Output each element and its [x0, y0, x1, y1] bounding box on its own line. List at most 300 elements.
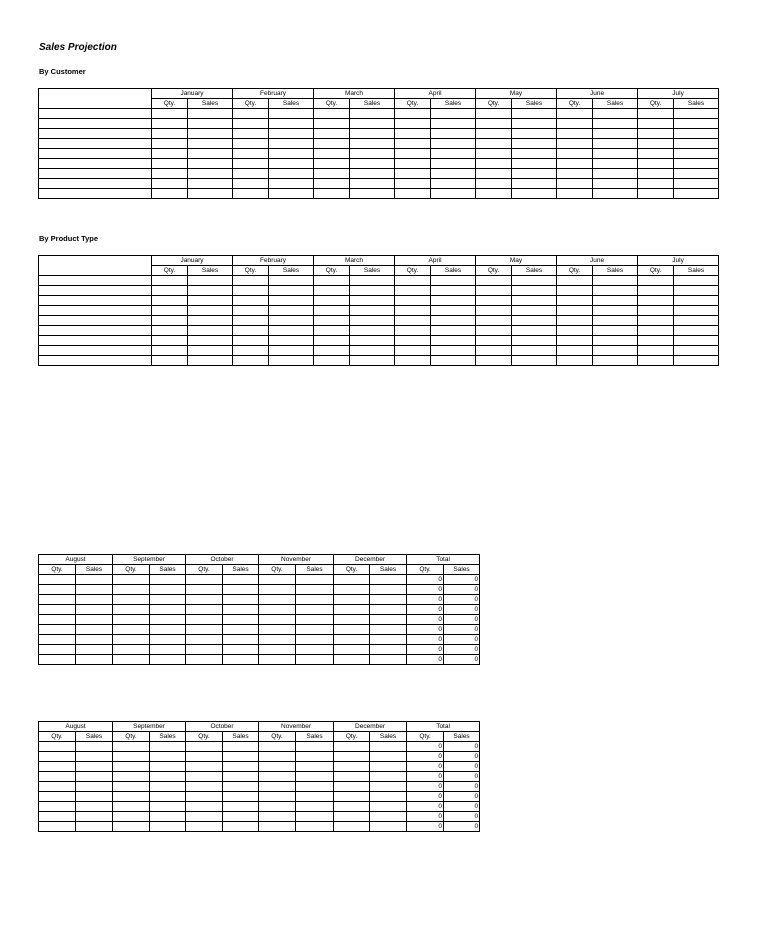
sales-cell[interactable]	[674, 159, 719, 169]
sales-cell[interactable]	[512, 286, 557, 296]
row-label-cell[interactable]	[39, 179, 152, 189]
qty-cell[interactable]	[395, 129, 431, 139]
sales-cell[interactable]	[431, 119, 476, 129]
sales-cell[interactable]	[350, 346, 395, 356]
qty-cell[interactable]	[259, 792, 296, 802]
qty-cell[interactable]	[395, 159, 431, 169]
sales-cell[interactable]	[269, 306, 314, 316]
qty-cell[interactable]	[233, 149, 269, 159]
qty-cell[interactable]	[39, 742, 76, 752]
sales-cell[interactable]	[370, 752, 407, 762]
sales-cell[interactable]	[223, 635, 259, 645]
sales-cell[interactable]	[223, 812, 259, 822]
sales-cell[interactable]	[269, 169, 314, 179]
qty-cell[interactable]	[113, 655, 150, 665]
sales-cell[interactable]	[296, 792, 334, 802]
sales-cell[interactable]	[76, 605, 113, 615]
qty-cell[interactable]	[113, 635, 150, 645]
sales-cell[interactable]	[512, 119, 557, 129]
qty-cell[interactable]	[314, 336, 350, 346]
row-label-cell[interactable]	[39, 316, 152, 326]
qty-cell[interactable]	[113, 585, 150, 595]
sales-cell[interactable]	[150, 605, 186, 615]
qty-cell[interactable]	[152, 119, 188, 129]
qty-cell[interactable]	[113, 752, 150, 762]
sales-cell[interactable]	[350, 129, 395, 139]
sales-cell[interactable]	[269, 119, 314, 129]
sales-cell[interactable]	[593, 326, 638, 336]
qty-cell[interactable]	[395, 179, 431, 189]
sales-cell[interactable]	[370, 625, 407, 635]
sales-cell[interactable]	[674, 189, 719, 199]
sales-cell[interactable]	[674, 149, 719, 159]
qty-cell[interactable]	[314, 316, 350, 326]
qty-cell[interactable]	[152, 286, 188, 296]
sales-cell[interactable]	[223, 792, 259, 802]
sales-cell[interactable]	[296, 812, 334, 822]
sales-cell[interactable]	[593, 169, 638, 179]
sales-cell[interactable]	[431, 286, 476, 296]
sales-cell[interactable]	[296, 742, 334, 752]
qty-cell[interactable]	[395, 189, 431, 199]
qty-cell[interactable]	[334, 772, 370, 782]
qty-cell[interactable]	[557, 306, 593, 316]
qty-cell[interactable]	[152, 276, 188, 286]
qty-cell[interactable]	[259, 615, 296, 625]
qty-cell[interactable]	[259, 605, 296, 615]
qty-cell[interactable]	[186, 575, 223, 585]
sales-cell[interactable]	[188, 149, 233, 159]
sales-cell[interactable]	[150, 575, 186, 585]
sales-cell[interactable]	[76, 635, 113, 645]
sales-cell[interactable]	[296, 645, 334, 655]
qty-cell[interactable]	[557, 276, 593, 286]
sales-cell[interactable]	[674, 129, 719, 139]
sales-cell[interactable]	[296, 822, 334, 832]
qty-cell[interactable]	[314, 286, 350, 296]
sales-cell[interactable]	[674, 119, 719, 129]
qty-cell[interactable]	[476, 306, 512, 316]
sales-cell[interactable]	[593, 296, 638, 306]
qty-cell[interactable]	[233, 296, 269, 306]
qty-cell[interactable]	[259, 752, 296, 762]
sales-cell[interactable]	[431, 179, 476, 189]
sales-cell[interactable]	[188, 306, 233, 316]
qty-cell[interactable]	[233, 169, 269, 179]
sales-cell[interactable]	[296, 762, 334, 772]
qty-cell[interactable]	[39, 595, 76, 605]
qty-cell[interactable]	[476, 336, 512, 346]
qty-cell[interactable]	[113, 772, 150, 782]
sales-cell[interactable]	[431, 129, 476, 139]
sales-cell[interactable]	[350, 159, 395, 169]
sales-cell[interactable]	[296, 802, 334, 812]
qty-cell[interactable]	[186, 605, 223, 615]
qty-cell[interactable]	[152, 139, 188, 149]
sales-cell[interactable]	[296, 575, 334, 585]
qty-cell[interactable]	[233, 189, 269, 199]
sales-cell[interactable]	[223, 585, 259, 595]
sales-cell[interactable]	[76, 655, 113, 665]
sales-cell[interactable]	[188, 179, 233, 189]
qty-cell[interactable]	[314, 296, 350, 306]
row-label-cell[interactable]	[39, 109, 152, 119]
row-label-cell[interactable]	[39, 119, 152, 129]
qty-cell[interactable]	[334, 782, 370, 792]
qty-cell[interactable]	[186, 812, 223, 822]
sales-cell[interactable]	[350, 316, 395, 326]
sales-cell[interactable]	[350, 149, 395, 159]
sales-cell[interactable]	[674, 286, 719, 296]
qty-cell[interactable]	[113, 615, 150, 625]
qty-cell[interactable]	[152, 326, 188, 336]
qty-cell[interactable]	[395, 316, 431, 326]
row-label-cell[interactable]	[39, 346, 152, 356]
qty-cell[interactable]	[395, 326, 431, 336]
sales-cell[interactable]	[674, 326, 719, 336]
qty-cell[interactable]	[314, 326, 350, 336]
sales-cell[interactable]	[296, 585, 334, 595]
row-label-cell[interactable]	[39, 326, 152, 336]
qty-cell[interactable]	[334, 645, 370, 655]
sales-cell[interactable]	[188, 139, 233, 149]
sales-cell[interactable]	[223, 595, 259, 605]
qty-cell[interactable]	[476, 169, 512, 179]
sales-cell[interactable]	[370, 635, 407, 645]
sales-cell[interactable]	[431, 326, 476, 336]
sales-cell[interactable]	[269, 129, 314, 139]
sales-cell[interactable]	[370, 812, 407, 822]
qty-cell[interactable]	[186, 655, 223, 665]
sales-cell[interactable]	[350, 169, 395, 179]
qty-cell[interactable]	[152, 306, 188, 316]
sales-cell[interactable]	[150, 822, 186, 832]
sales-cell[interactable]	[76, 575, 113, 585]
sales-cell[interactable]	[223, 752, 259, 762]
sales-cell[interactable]	[150, 802, 186, 812]
sales-cell[interactable]	[370, 595, 407, 605]
sales-cell[interactable]	[296, 625, 334, 635]
qty-cell[interactable]	[113, 645, 150, 655]
sales-cell[interactable]	[296, 655, 334, 665]
qty-cell[interactable]	[334, 742, 370, 752]
qty-cell[interactable]	[476, 346, 512, 356]
sales-cell[interactable]	[76, 782, 113, 792]
sales-cell[interactable]	[350, 276, 395, 286]
qty-cell[interactable]	[395, 119, 431, 129]
sales-cell[interactable]	[674, 179, 719, 189]
row-label-cell[interactable]	[39, 336, 152, 346]
sales-cell[interactable]	[350, 306, 395, 316]
qty-cell[interactable]	[259, 812, 296, 822]
sales-cell[interactable]	[188, 129, 233, 139]
sales-cell[interactable]	[593, 159, 638, 169]
sales-cell[interactable]	[150, 625, 186, 635]
qty-cell[interactable]	[638, 296, 674, 306]
qty-cell[interactable]	[557, 346, 593, 356]
qty-cell[interactable]	[395, 346, 431, 356]
qty-cell[interactable]	[259, 575, 296, 585]
qty-cell[interactable]	[259, 762, 296, 772]
sales-cell[interactable]	[674, 336, 719, 346]
sales-cell[interactable]	[76, 645, 113, 655]
qty-cell[interactable]	[186, 742, 223, 752]
row-label-cell[interactable]	[39, 276, 152, 286]
qty-cell[interactable]	[233, 286, 269, 296]
sales-cell[interactable]	[188, 276, 233, 286]
sales-cell[interactable]	[269, 109, 314, 119]
sales-cell[interactable]	[593, 286, 638, 296]
qty-cell[interactable]	[395, 356, 431, 366]
sales-cell[interactable]	[370, 782, 407, 792]
sales-cell[interactable]	[296, 782, 334, 792]
qty-cell[interactable]	[395, 276, 431, 286]
qty-cell[interactable]	[476, 109, 512, 119]
sales-cell[interactable]	[223, 625, 259, 635]
qty-cell[interactable]	[113, 822, 150, 832]
sales-cell[interactable]	[150, 812, 186, 822]
sales-cell[interactable]	[370, 742, 407, 752]
qty-cell[interactable]	[39, 812, 76, 822]
qty-cell[interactable]	[186, 635, 223, 645]
qty-cell[interactable]	[186, 615, 223, 625]
qty-cell[interactable]	[113, 782, 150, 792]
qty-cell[interactable]	[152, 129, 188, 139]
qty-cell[interactable]	[395, 109, 431, 119]
sales-cell[interactable]	[188, 346, 233, 356]
qty-cell[interactable]	[39, 635, 76, 645]
qty-cell[interactable]	[334, 585, 370, 595]
qty-cell[interactable]	[395, 149, 431, 159]
qty-cell[interactable]	[314, 139, 350, 149]
sales-cell[interactable]	[512, 276, 557, 286]
sales-cell[interactable]	[512, 306, 557, 316]
qty-cell[interactable]	[39, 645, 76, 655]
sales-cell[interactable]	[269, 316, 314, 326]
qty-cell[interactable]	[395, 306, 431, 316]
qty-cell[interactable]	[557, 189, 593, 199]
sales-cell[interactable]	[674, 139, 719, 149]
qty-cell[interactable]	[113, 812, 150, 822]
qty-cell[interactable]	[314, 159, 350, 169]
sales-cell[interactable]	[593, 316, 638, 326]
qty-cell[interactable]	[638, 109, 674, 119]
sales-cell[interactable]	[512, 139, 557, 149]
sales-cell[interactable]	[350, 296, 395, 306]
qty-cell[interactable]	[39, 655, 76, 665]
qty-cell[interactable]	[39, 615, 76, 625]
sales-cell[interactable]	[150, 742, 186, 752]
sales-cell[interactable]	[150, 655, 186, 665]
qty-cell[interactable]	[557, 109, 593, 119]
qty-cell[interactable]	[557, 286, 593, 296]
sales-cell[interactable]	[512, 356, 557, 366]
qty-cell[interactable]	[557, 179, 593, 189]
sales-cell[interactable]	[269, 336, 314, 346]
qty-cell[interactable]	[476, 149, 512, 159]
sales-cell[interactable]	[188, 109, 233, 119]
sales-cell[interactable]	[269, 276, 314, 286]
sales-cell[interactable]	[593, 346, 638, 356]
qty-cell[interactable]	[152, 159, 188, 169]
sales-cell[interactable]	[431, 316, 476, 326]
qty-cell[interactable]	[233, 316, 269, 326]
sales-cell[interactable]	[431, 276, 476, 286]
sales-cell[interactable]	[370, 762, 407, 772]
qty-cell[interactable]	[152, 356, 188, 366]
qty-cell[interactable]	[334, 615, 370, 625]
sales-cell[interactable]	[150, 585, 186, 595]
sales-cell[interactable]	[76, 822, 113, 832]
sales-cell[interactable]	[223, 772, 259, 782]
sales-cell[interactable]	[512, 189, 557, 199]
qty-cell[interactable]	[638, 316, 674, 326]
sales-cell[interactable]	[150, 792, 186, 802]
qty-cell[interactable]	[334, 812, 370, 822]
sales-cell[interactable]	[674, 316, 719, 326]
sales-cell[interactable]	[593, 356, 638, 366]
qty-cell[interactable]	[113, 802, 150, 812]
qty-cell[interactable]	[334, 575, 370, 585]
qty-cell[interactable]	[314, 189, 350, 199]
sales-cell[interactable]	[76, 772, 113, 782]
qty-cell[interactable]	[233, 139, 269, 149]
row-label-cell[interactable]	[39, 189, 152, 199]
qty-cell[interactable]	[233, 179, 269, 189]
sales-cell[interactable]	[512, 169, 557, 179]
sales-cell[interactable]	[593, 119, 638, 129]
qty-cell[interactable]	[113, 575, 150, 585]
qty-cell[interactable]	[152, 316, 188, 326]
sales-cell[interactable]	[431, 189, 476, 199]
sales-cell[interactable]	[431, 169, 476, 179]
sales-cell[interactable]	[76, 812, 113, 822]
sales-cell[interactable]	[350, 356, 395, 366]
row-label-cell[interactable]	[39, 149, 152, 159]
qty-cell[interactable]	[334, 595, 370, 605]
sales-cell[interactable]	[188, 326, 233, 336]
sales-cell[interactable]	[296, 635, 334, 645]
qty-cell[interactable]	[233, 336, 269, 346]
sales-cell[interactable]	[431, 346, 476, 356]
qty-cell[interactable]	[395, 286, 431, 296]
qty-cell[interactable]	[39, 802, 76, 812]
sales-cell[interactable]	[431, 306, 476, 316]
sales-cell[interactable]	[150, 762, 186, 772]
sales-cell[interactable]	[296, 752, 334, 762]
sales-cell[interactable]	[269, 139, 314, 149]
sales-cell[interactable]	[296, 772, 334, 782]
sales-cell[interactable]	[188, 356, 233, 366]
sales-cell[interactable]	[223, 822, 259, 832]
sales-cell[interactable]	[350, 109, 395, 119]
sales-cell[interactable]	[296, 615, 334, 625]
sales-cell[interactable]	[431, 336, 476, 346]
qty-cell[interactable]	[476, 139, 512, 149]
qty-cell[interactable]	[113, 595, 150, 605]
qty-cell[interactable]	[638, 306, 674, 316]
row-label-cell[interactable]	[39, 356, 152, 366]
qty-cell[interactable]	[152, 296, 188, 306]
sales-cell[interactable]	[593, 149, 638, 159]
sales-cell[interactable]	[370, 802, 407, 812]
sales-cell[interactable]	[188, 316, 233, 326]
qty-cell[interactable]	[314, 149, 350, 159]
sales-cell[interactable]	[223, 742, 259, 752]
qty-cell[interactable]	[259, 595, 296, 605]
qty-cell[interactable]	[334, 802, 370, 812]
qty-cell[interactable]	[314, 129, 350, 139]
sales-cell[interactable]	[370, 585, 407, 595]
sales-cell[interactable]	[223, 782, 259, 792]
qty-cell[interactable]	[39, 762, 76, 772]
sales-cell[interactable]	[223, 575, 259, 585]
qty-cell[interactable]	[39, 772, 76, 782]
sales-cell[interactable]	[593, 139, 638, 149]
qty-cell[interactable]	[186, 752, 223, 762]
qty-cell[interactable]	[557, 336, 593, 346]
sales-cell[interactable]	[350, 336, 395, 346]
sales-cell[interactable]	[512, 316, 557, 326]
sales-cell[interactable]	[188, 119, 233, 129]
qty-cell[interactable]	[557, 139, 593, 149]
qty-cell[interactable]	[557, 119, 593, 129]
qty-cell[interactable]	[113, 625, 150, 635]
qty-cell[interactable]	[557, 316, 593, 326]
sales-cell[interactable]	[431, 109, 476, 119]
sales-cell[interactable]	[150, 615, 186, 625]
qty-cell[interactable]	[314, 276, 350, 286]
qty-cell[interactable]	[638, 276, 674, 286]
sales-cell[interactable]	[223, 615, 259, 625]
row-label-cell[interactable]	[39, 296, 152, 306]
qty-cell[interactable]	[638, 159, 674, 169]
qty-cell[interactable]	[476, 129, 512, 139]
qty-cell[interactable]	[334, 822, 370, 832]
qty-cell[interactable]	[476, 286, 512, 296]
sales-cell[interactable]	[370, 822, 407, 832]
sales-cell[interactable]	[593, 179, 638, 189]
sales-cell[interactable]	[188, 169, 233, 179]
sales-cell[interactable]	[223, 655, 259, 665]
sales-cell[interactable]	[188, 286, 233, 296]
qty-cell[interactable]	[259, 585, 296, 595]
sales-cell[interactable]	[593, 276, 638, 286]
qty-cell[interactable]	[476, 119, 512, 129]
sales-cell[interactable]	[296, 595, 334, 605]
sales-cell[interactable]	[593, 189, 638, 199]
sales-cell[interactable]	[674, 346, 719, 356]
qty-cell[interactable]	[186, 595, 223, 605]
qty-cell[interactable]	[186, 762, 223, 772]
sales-cell[interactable]	[370, 772, 407, 782]
qty-cell[interactable]	[557, 159, 593, 169]
sales-cell[interactable]	[350, 326, 395, 336]
qty-cell[interactable]	[152, 336, 188, 346]
qty-cell[interactable]	[334, 655, 370, 665]
sales-cell[interactable]	[269, 179, 314, 189]
sales-cell[interactable]	[370, 615, 407, 625]
sales-cell[interactable]	[269, 159, 314, 169]
qty-cell[interactable]	[476, 356, 512, 366]
sales-cell[interactable]	[350, 139, 395, 149]
sales-cell[interactable]	[150, 595, 186, 605]
qty-cell[interactable]	[152, 179, 188, 189]
qty-cell[interactable]	[233, 356, 269, 366]
qty-cell[interactable]	[395, 139, 431, 149]
sales-cell[interactable]	[512, 159, 557, 169]
sales-cell[interactable]	[674, 306, 719, 316]
